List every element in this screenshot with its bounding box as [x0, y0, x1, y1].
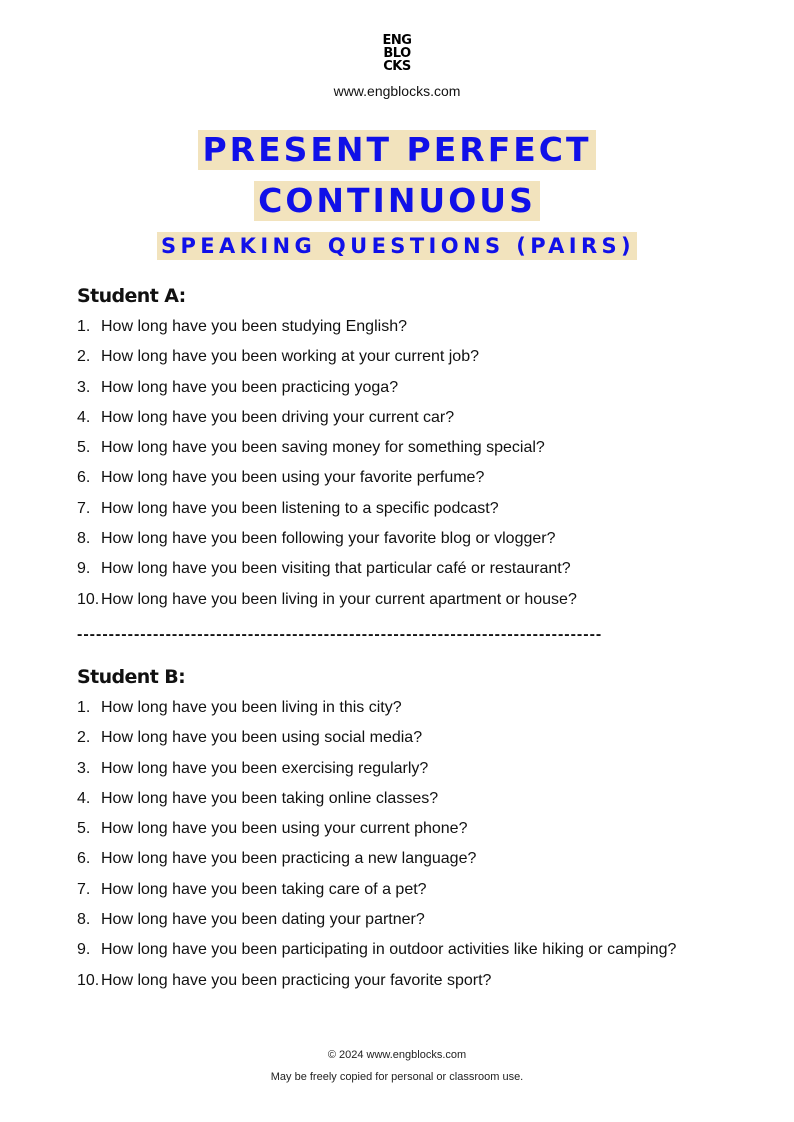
worksheet-subtitle: SPEAKING QUESTIONS (PAIRS): [157, 232, 637, 260]
list-item: [77, 818, 737, 848]
question-text: How long have you been listening to a specific podcast?: [101, 499, 499, 517]
question-text: How long have you been saving money for something special?: [101, 439, 545, 457]
question-text: How long have you been exercising regularly?: [101, 759, 429, 777]
page-footer: [0, 1044, 794, 1088]
list-item: [77, 939, 737, 969]
question-number: 4.: [77, 408, 91, 426]
list-item: [77, 788, 737, 818]
site-url: www.engblocks.com: [333, 83, 461, 99]
student-a-section: [77, 284, 737, 619]
logo-line-3: CKS: [383, 59, 411, 74]
student-b-questions: [77, 697, 737, 1000]
list-item: [77, 589, 737, 619]
question-number: 3.: [77, 378, 91, 396]
question-number: 9.: [77, 941, 91, 959]
question-number: 8.: [77, 530, 91, 548]
question-text: How long have you been dating your partner?: [101, 911, 425, 929]
list-item: [77, 437, 737, 467]
student-a-questions: [77, 316, 737, 619]
list-item: [77, 879, 737, 909]
list-item: [77, 558, 737, 588]
list-item: [77, 697, 737, 727]
question-text: How long have you been practicing yoga?: [101, 378, 399, 396]
question-number: 2.: [77, 348, 91, 366]
engblocks-logo: [383, 34, 412, 73]
list-item: [77, 467, 737, 497]
logo-line-2: BLO: [383, 46, 411, 61]
list-item: [77, 970, 737, 1000]
question-text: How long have you been living in this city?: [101, 699, 402, 716]
question-text: How long have you been taking online classes?: [101, 789, 439, 807]
question-text: How long have you been taking care of a pet?: [101, 880, 427, 898]
title-line-1: PRESENT PERFECT: [198, 130, 595, 170]
list-item: [77, 316, 737, 346]
question-text: How long have you been using your favorite perfume?: [101, 469, 485, 487]
question-text: How long have you been participating in outdoor activities like hiking or camping?: [101, 941, 677, 959]
list-item: [77, 727, 737, 757]
question-number: 2.: [77, 729, 91, 747]
question-text: How long have you been practicing your favorite sport?: [101, 971, 492, 989]
list-item: [77, 758, 737, 788]
question-number: 1.: [77, 699, 91, 716]
question-text: How long have you been driving your current car?: [101, 408, 455, 426]
logo-line-1: ENG: [382, 33, 412, 48]
question-number: 10.: [77, 590, 100, 608]
question-number: 9.: [77, 560, 91, 578]
question-number: 7.: [77, 880, 91, 898]
question-text: How long have you been using social media?: [101, 729, 423, 747]
list-item: [77, 377, 737, 407]
question-text: How long have you been studying English?: [101, 318, 407, 335]
title-line-2: CONTINUOUS: [254, 181, 540, 221]
question-number: 6.: [77, 850, 91, 868]
list-item: [77, 498, 737, 528]
copyright-notice: © 2024 www.engblocks.com: [327, 1049, 467, 1061]
question-number: 8.: [77, 911, 91, 929]
section-divider: -----------------------------------------------------------------------------------: [77, 626, 603, 643]
list-item: [77, 848, 737, 878]
list-item: [77, 407, 737, 437]
usage-notice: May be freely copied for personal or classroom use.: [270, 1071, 524, 1083]
list-item: [77, 909, 737, 939]
question-text: How long have you been working at your current job?: [101, 348, 479, 366]
question-text: How long have you been practicing a new language?: [101, 850, 477, 868]
student-a-heading: Student A:: [77, 285, 186, 307]
question-text: How long have you been living in your current apartment or house?: [101, 590, 577, 608]
list-item: [77, 528, 737, 558]
question-number: 6.: [77, 469, 91, 487]
question-number: 4.: [77, 789, 91, 807]
question-text: How long have you been visiting that particular café or restaurant?: [101, 560, 571, 578]
worksheet-title: [0, 130, 794, 260]
question-number: 5.: [77, 439, 91, 457]
question-number: 1.: [77, 318, 91, 335]
question-number: 7.: [77, 499, 91, 517]
question-text: How long have you been following your favorite blog or vlogger?: [101, 530, 556, 548]
question-text: How long have you been using your current phone?: [101, 820, 468, 838]
page-header: [0, 34, 794, 99]
question-number: 10.: [77, 971, 100, 989]
student-b-heading: Student B:: [77, 666, 186, 688]
question-number: 5.: [77, 820, 91, 838]
student-b-section: [77, 665, 737, 1000]
list-item: [77, 346, 737, 376]
question-number: 3.: [77, 759, 91, 777]
